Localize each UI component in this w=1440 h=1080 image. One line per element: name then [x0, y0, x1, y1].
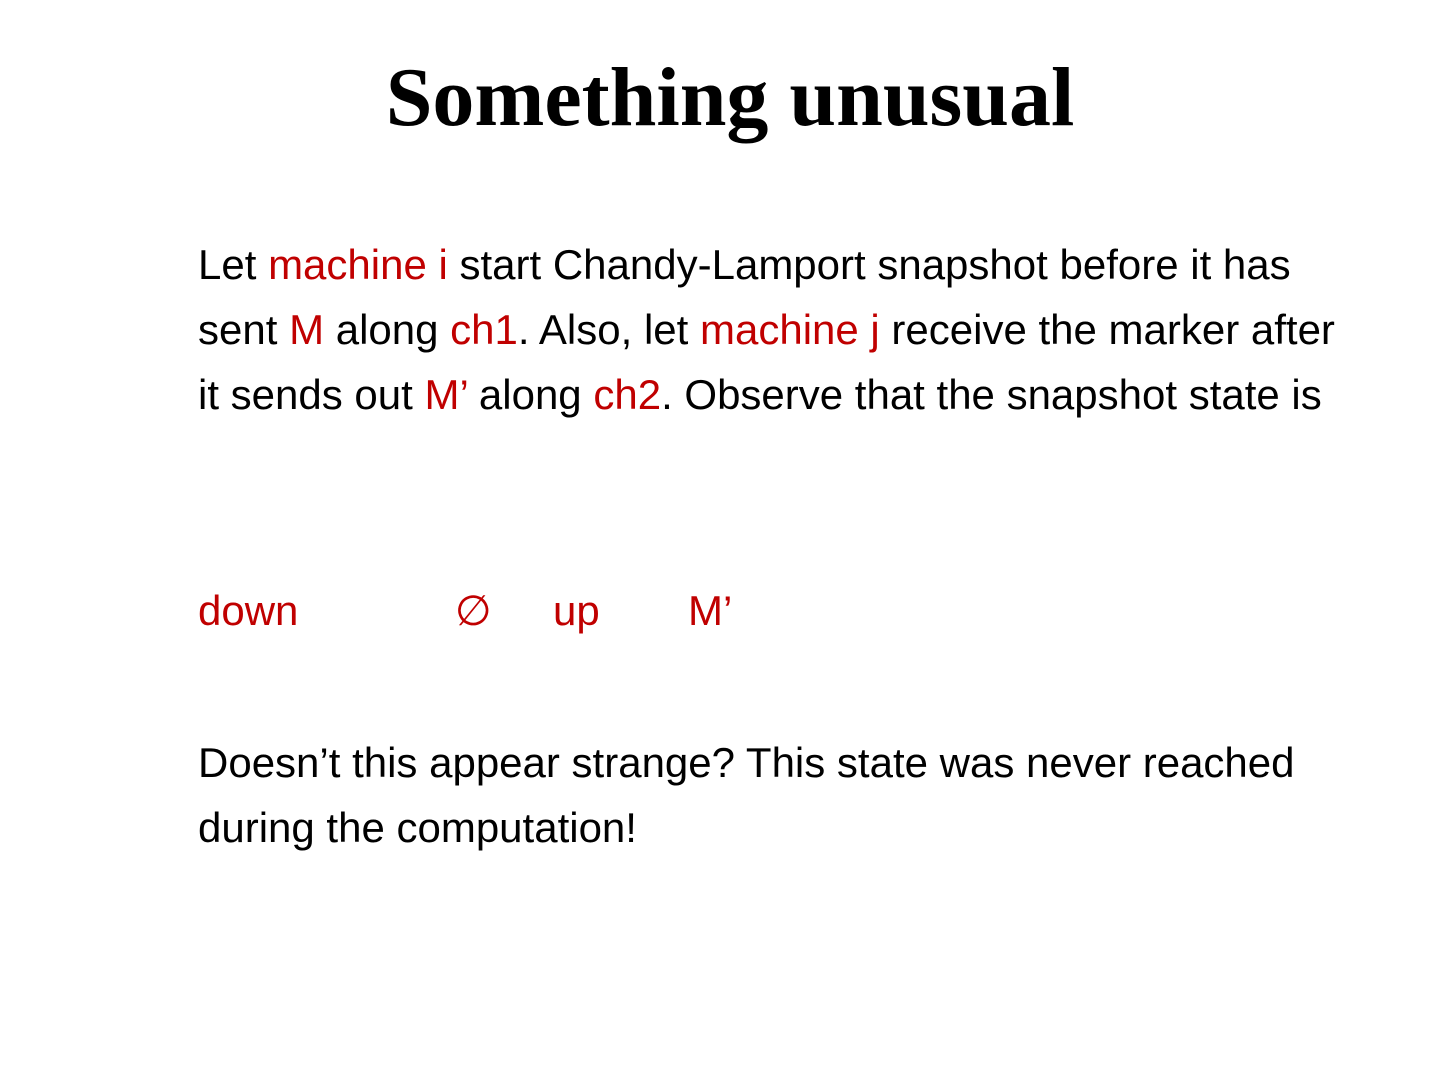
- state-machine-i: down: [198, 587, 299, 634]
- state-ch1-empty-set: ∅: [455, 587, 492, 634]
- highlight-machine-i: machine i: [268, 241, 448, 288]
- intro-paragraph: [198, 232, 1338, 427]
- intro-text-7: . Observe that the snapshot state is: [661, 371, 1322, 418]
- intro-text-6: along: [467, 371, 594, 418]
- intro-text-5: receive the marker after it sends out: [198, 306, 1335, 418]
- intro-text-4: . Also, let: [517, 306, 700, 353]
- highlight-ch1: ch1: [450, 306, 518, 353]
- intro-text-1: Let: [198, 241, 269, 288]
- snapshot-state-row: [0, 578, 1440, 643]
- intro-text-2: start Chandy-Lamport snapshot before it has sent: [198, 241, 1291, 353]
- intro-text-3: along: [324, 306, 451, 353]
- highlight-message-m: M: [289, 306, 325, 353]
- state-ch2-message: M’: [688, 587, 733, 634]
- highlight-message-m-prime: M’: [424, 371, 468, 418]
- conclusion-paragraph: Doesn’t this appear strange? This state was never reached during the computation!: [198, 739, 1295, 851]
- highlight-ch2: ch2: [593, 371, 662, 418]
- highlight-machine-j: machine j: [699, 306, 880, 353]
- slide-title: Something unusual: [385, 51, 1075, 144]
- state-machine-j: up: [553, 587, 600, 634]
